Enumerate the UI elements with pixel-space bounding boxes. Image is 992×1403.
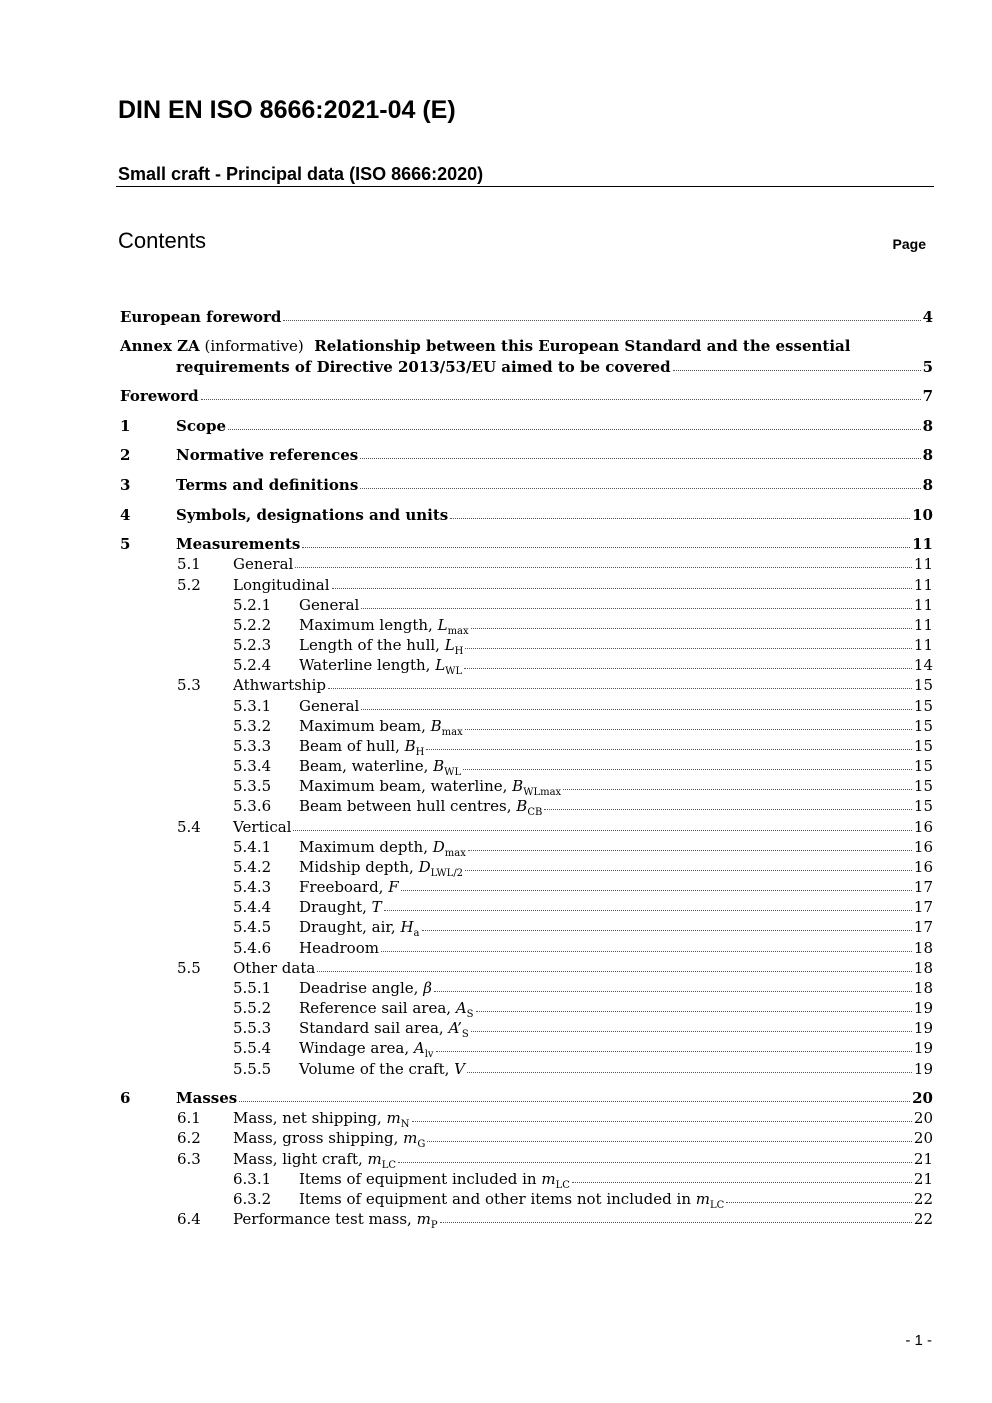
toc-entry-title	[299, 796, 542, 816]
toc-entry[interactable]	[120, 978, 933, 998]
toc-entry-title	[233, 1149, 396, 1169]
toc-dot-leader	[468, 837, 912, 851]
toc-entry-title	[299, 917, 420, 937]
toc-entry-page: 4	[922, 308, 933, 326]
toc-entry[interactable]	[120, 445, 933, 465]
toc-entry-page: 19	[913, 1039, 933, 1057]
toc-entry-title-text: Measurements	[176, 535, 301, 553]
toc-entry-title	[299, 595, 359, 615]
toc-entry[interactable]	[120, 1128, 933, 1148]
toc-entry-number: 6.3.1	[233, 1170, 272, 1188]
toc-entry-symbol-subscript: S	[461, 1029, 469, 1040]
toc-entry-symbol-subscript: CB	[527, 807, 543, 818]
toc-dot-leader	[436, 1038, 912, 1052]
toc-dot-leader	[360, 445, 920, 459]
toc-entry-title-text: Symbols, designations and units	[176, 506, 449, 524]
toc-entry-number: 6.3	[177, 1150, 201, 1168]
toc-entry-page: 16	[913, 858, 933, 876]
toc-entry-title-text: Scope	[176, 417, 227, 435]
toc-entry-annex-za[interactable]	[120, 336, 933, 356]
toc-entry-number: 6	[120, 1089, 131, 1107]
toc-entry-symbol: A	[455, 999, 467, 1017]
toc-entry-page: 15	[913, 717, 933, 735]
toc-entry-title-text: Length of the hull,	[299, 636, 445, 654]
toc-entry-title	[233, 554, 293, 574]
toc-entry-page: 20	[913, 1129, 933, 1147]
toc-entry-title-text: Waterline length,	[299, 656, 436, 674]
toc-entry-title-text: Reference sail area,	[299, 999, 456, 1017]
toc-entry-symbol: F	[388, 878, 399, 896]
toc-entry-symbol: T	[371, 898, 382, 916]
toc-entry-symbol-subscript: G	[417, 1139, 426, 1150]
toc-entry-symbol: D	[432, 838, 445, 856]
toc-entry-title	[233, 575, 330, 595]
toc-entry-symbol-subscript: S	[466, 1009, 474, 1020]
toc-entry[interactable]	[120, 386, 933, 406]
toc-entry-title-text: Freeboard,	[299, 878, 389, 896]
toc-entry-number: 5.4.4	[233, 898, 272, 916]
toc-entry-page: 15	[913, 777, 933, 795]
toc-entry-symbol: B	[516, 797, 528, 815]
toc-entry-page: 16	[913, 838, 933, 856]
toc-entry-title-text: Beam between hull centres,	[299, 797, 517, 815]
toc-entry-number: 5.4.3	[233, 878, 272, 896]
header-rule	[116, 186, 934, 187]
toc-entry-symbol: L	[444, 636, 455, 654]
toc-dot-leader	[426, 736, 912, 750]
toc-entry-page: 18	[913, 939, 933, 957]
toc-entry-number: 6.1	[177, 1109, 201, 1127]
toc-dot-leader	[401, 877, 912, 891]
toc-dot-leader	[465, 716, 912, 730]
toc-entry[interactable]	[120, 307, 933, 327]
toc-entry-number: 5.2.3	[233, 636, 272, 654]
toc-entry[interactable]	[120, 575, 933, 595]
toc-entry-title	[299, 655, 462, 675]
toc-entry-title-text: Beam of hull,	[299, 737, 405, 755]
toc-dot-leader	[283, 307, 920, 321]
toc-entry[interactable]	[120, 1059, 933, 1079]
toc-dot-leader	[201, 386, 921, 400]
toc-dot-leader	[384, 897, 912, 911]
toc-entry-title	[299, 857, 463, 877]
toc-entry-number: 5.2.1	[233, 596, 272, 614]
toc-dot-leader	[412, 1108, 912, 1122]
toc-entry-page: 19	[913, 999, 933, 1017]
toc-entry-page: 11	[912, 535, 933, 553]
toc-entry-title	[299, 877, 399, 897]
toc-entry-symbol: m	[541, 1170, 556, 1188]
toc-entry[interactable]	[120, 817, 933, 837]
toc-entry-number: 4	[120, 506, 131, 524]
toc-entry-symbol-subscript: max	[447, 626, 469, 637]
toc-entry-symbol-subscript: WL	[445, 666, 463, 677]
toc-entry-number: 3	[120, 476, 131, 494]
annex-za-title: Relationship between this European Standard and the essential	[303, 337, 851, 355]
annex-za-qualifier: (informative)	[199, 337, 304, 355]
toc-entry-title-text: Longitudinal	[233, 576, 330, 594]
toc-entry-title	[176, 416, 226, 436]
toc-entry-symbol: H	[400, 918, 414, 936]
toc-entry-title-text: Windage area,	[299, 1039, 414, 1057]
toc-entry-page: 11	[913, 636, 933, 654]
toc-entry-title-text: Items of equipment and other items not included in	[299, 1190, 696, 1208]
toc-entry-number: 5.3.2	[233, 717, 272, 735]
toc-entry[interactable]	[120, 534, 933, 554]
toc-entry-title-text: Draught, air,	[299, 918, 401, 936]
page-number: - 1 -	[905, 1332, 932, 1349]
toc-entry-symbol: A’	[448, 1019, 462, 1037]
toc-entry[interactable]	[120, 796, 933, 816]
toc-dot-leader	[427, 1128, 912, 1142]
toc-entry-title-text: Maximum length,	[299, 616, 438, 634]
toc-dot-leader	[361, 696, 912, 710]
toc-entry-page: 16	[913, 818, 933, 836]
toc-entry-title	[176, 505, 448, 525]
toc-entry-number: 1	[120, 417, 131, 435]
toc-dot-leader	[332, 575, 912, 589]
toc-entry-symbol: B	[404, 737, 416, 755]
document-subtitle: Small craft - Principal data (ISO 8666:2020)	[118, 164, 484, 184]
toc-entry-number: 5.3.6	[233, 797, 272, 815]
toc-entry-symbol-subscript: LC	[709, 1200, 725, 1211]
toc-entry-number: 5.4.1	[233, 838, 272, 856]
toc-entry[interactable]	[120, 595, 933, 615]
toc-entry[interactable]	[120, 1169, 933, 1189]
toc-dot-leader	[239, 1088, 910, 1102]
toc-entry[interactable]	[120, 736, 933, 756]
toc-entry-title	[176, 475, 358, 495]
toc-entry-number: 5.5.1	[233, 979, 272, 997]
toc-entry-title-text: Foreword	[120, 387, 199, 405]
toc-entry[interactable]	[120, 917, 933, 937]
toc-entry-symbol-subscript: LC	[555, 1180, 570, 1191]
toc-entry-page: 5	[922, 358, 933, 376]
toc-entry-title-text: Performance test mass,	[233, 1210, 417, 1228]
toc-dot-leader	[463, 756, 912, 770]
toc-entry-title	[176, 534, 300, 554]
toc-entry-number: 5.5.5	[233, 1060, 272, 1078]
toc-entry-title	[299, 978, 432, 998]
toc-entry-title-text: General	[233, 555, 294, 573]
toc-dot-leader	[228, 416, 921, 430]
toc-entry-number: 5.3	[177, 676, 201, 694]
toc-entry-page: 18	[913, 959, 933, 977]
toc-entry-title-text: Deadrise angle,	[299, 979, 424, 997]
toc-entry[interactable]	[120, 938, 933, 958]
toc-entry-symbol-subscript: max	[441, 727, 463, 738]
toc-entry-symbol: B	[430, 717, 442, 735]
toc-entry-title-text: Maximum depth,	[299, 838, 433, 856]
toc-entry-page: 15	[913, 797, 933, 815]
toc-entry-number: 5.5.2	[233, 999, 272, 1017]
toc-entry-symbol-subscript: WL	[444, 767, 462, 778]
toc-entry-title	[299, 1038, 434, 1058]
toc-entry-symbol: m	[416, 1210, 431, 1228]
toc-entry-symbol-subscript: LWL/2	[430, 868, 464, 879]
toc-entry-page: 8	[922, 476, 933, 494]
toc-entry-title	[233, 817, 291, 837]
toc-entry-symbol-subscript: a	[413, 928, 420, 939]
toc-entry-number: 5.3.3	[233, 737, 272, 755]
toc-entry-symbol: B	[512, 777, 524, 795]
toc-entry-symbol: B	[433, 757, 445, 775]
toc-dot-leader	[302, 534, 910, 548]
toc-dot-leader	[295, 554, 912, 568]
toc-entry-page: 11	[913, 596, 933, 614]
toc-entry-symbol-subscript: lv	[424, 1049, 434, 1060]
toc-dot-leader	[673, 357, 921, 371]
toc-entry-number: 5.2	[177, 576, 201, 594]
toc-entry-title-text: requirements of Directive 2013/53/EU aimed to be covered	[176, 358, 671, 376]
toc-entry-title-text: Volume of the craft,	[299, 1060, 455, 1078]
toc-entry-title	[299, 1189, 724, 1209]
toc-dot-leader	[465, 857, 912, 871]
toc-entry-title-text: Terms and definitions	[176, 476, 359, 494]
toc-entry[interactable]	[120, 635, 933, 655]
toc-dot-leader	[434, 978, 912, 992]
toc-entry-title-text: European foreword	[120, 308, 282, 326]
toc-entry-title	[299, 716, 463, 736]
toc-entry[interactable]	[120, 416, 933, 436]
toc-entry-title-text: Midship depth,	[299, 858, 419, 876]
toc-entry[interactable]	[120, 675, 933, 695]
toc-entry[interactable]	[120, 756, 933, 776]
toc-entry-symbol: V	[454, 1060, 465, 1078]
toc-entry-title-text: Headroom	[299, 939, 379, 957]
toc-entry-number: 5.5.3	[233, 1019, 272, 1037]
toc-entry-page: 11	[913, 576, 933, 594]
toc-entry-page: 17	[913, 878, 933, 896]
toc-entry-title-text: Mass, gross shipping,	[233, 1129, 404, 1147]
toc-entry[interactable]	[120, 615, 933, 635]
toc-entry-title	[299, 756, 461, 776]
toc-dot-leader	[476, 998, 912, 1012]
toc-dot-leader	[572, 1169, 912, 1183]
toc-entry[interactable]	[120, 505, 933, 525]
toc-entry-page: 7	[922, 387, 933, 405]
toc-entry-symbol-subscript: P	[430, 1220, 438, 1231]
toc-entry-page: 22	[913, 1190, 933, 1208]
toc-entry-symbol-subscript: H	[454, 646, 464, 657]
toc-entry[interactable]	[120, 897, 933, 917]
toc-entry-title	[176, 445, 358, 465]
toc-entry-number: 6.2	[177, 1129, 201, 1147]
toc-entry-title	[299, 776, 561, 796]
toc-entry[interactable]	[120, 1038, 933, 1058]
toc-dot-leader	[467, 1059, 912, 1073]
toc-entry-title	[299, 615, 469, 635]
toc-entry-title	[233, 1209, 438, 1229]
toc-entry-page: 21	[913, 1150, 933, 1168]
toc-entry-page: 8	[922, 417, 933, 435]
toc-entry[interactable]	[120, 1108, 933, 1128]
toc-entry-symbol-subscript: LC	[381, 1160, 397, 1171]
toc-entry-page: 11	[913, 555, 933, 573]
toc-entry-page: 17	[913, 898, 933, 916]
toc-entry-title	[176, 1088, 237, 1108]
page-column-label: Page	[892, 236, 926, 252]
toc-entry-title-text: Normative references	[176, 446, 359, 464]
toc-dot-leader	[450, 505, 910, 519]
toc-entry[interactable]	[120, 554, 933, 574]
toc-entry-page: 15	[913, 697, 933, 715]
toc-entry[interactable]	[120, 1149, 933, 1169]
toc-entry-title	[120, 307, 281, 327]
toc-entry[interactable]	[120, 696, 933, 716]
toc-entry-number	[120, 357, 176, 377]
toc-entry-title	[233, 1128, 425, 1148]
toc-entry-page: 15	[913, 737, 933, 755]
toc-entry[interactable]	[120, 776, 933, 796]
toc-dot-leader	[563, 776, 912, 790]
toc-entry-title-text: Masses	[176, 1089, 238, 1107]
toc-entry-page: 22	[913, 1210, 933, 1228]
toc-entry-page: 15	[913, 676, 933, 694]
toc-entry-number: 5.3.5	[233, 777, 272, 795]
toc-entry-title-text: Maximum beam, waterline,	[299, 777, 513, 795]
toc-entry-page: 17	[913, 918, 933, 936]
toc-entry-page: 8	[922, 446, 933, 464]
toc-dot-leader	[398, 1149, 912, 1163]
toc-entry-number: 6.4	[177, 1210, 201, 1228]
toc-entry-symbol: β	[423, 979, 432, 997]
toc-entry-title	[120, 386, 199, 406]
toc-entry-number: 2	[120, 446, 131, 464]
toc-entry-number: 5.5.4	[233, 1039, 272, 1057]
toc-entry-title	[299, 1018, 469, 1038]
toc-entry-number: 5.1	[177, 555, 201, 573]
toc-entry-number: 5	[120, 535, 131, 553]
toc-entry-title-text: General	[299, 596, 360, 614]
toc-dot-leader	[328, 675, 912, 689]
toc-entry-title	[299, 1169, 570, 1189]
toc-entry-title	[299, 998, 474, 1018]
toc-entry-title-text: Items of equipment included in	[299, 1170, 542, 1188]
document-title: DIN EN ISO 8666:2021-04 (E)	[118, 96, 456, 124]
toc-entry-symbol: m	[695, 1190, 710, 1208]
toc-entry[interactable]	[120, 837, 933, 857]
toc-entry-title-text: Maximum beam,	[299, 717, 431, 735]
toc-dot-leader	[440, 1209, 912, 1223]
toc-entry-page: 21	[913, 1170, 933, 1188]
toc-entry-number: 6.3.2	[233, 1190, 272, 1208]
toc-entry-title	[233, 958, 315, 978]
toc-entry-title	[299, 938, 379, 958]
toc-entry-number: 5.2.4	[233, 656, 272, 674]
toc-entry-symbol: L	[437, 616, 448, 634]
toc-entry-page: 15	[913, 757, 933, 775]
toc-entry[interactable]	[120, 857, 933, 877]
toc-entry-title	[299, 736, 424, 756]
toc-entry-title	[299, 696, 359, 716]
toc-entry-symbol-subscript: H	[415, 747, 425, 758]
toc-entry[interactable]	[120, 475, 933, 495]
toc-entry-page: 20	[913, 1109, 933, 1127]
toc-entry-symbol: D	[418, 858, 431, 876]
toc-entry-page: 20	[912, 1089, 933, 1107]
toc-entry[interactable]	[120, 1018, 933, 1038]
toc-entry-number: 5.4.2	[233, 858, 272, 876]
toc-entry-symbol: m	[367, 1150, 382, 1168]
toc-entry-page: 18	[913, 979, 933, 997]
toc-dot-leader	[317, 958, 912, 972]
toc-entry-title-text: Vertical	[233, 818, 292, 836]
toc-entry-symbol: L	[435, 656, 446, 674]
toc-entry-title-text: Draught,	[299, 898, 372, 916]
toc-entry[interactable]	[120, 877, 933, 897]
toc-entry[interactable]	[120, 716, 933, 736]
toc-dot-leader	[360, 475, 920, 489]
toc-entry-number: 5.5	[177, 959, 201, 977]
toc-entry-page: 10	[912, 506, 933, 524]
toc-entry-title-text: Mass, light craft,	[233, 1150, 368, 1168]
toc-entry[interactable]	[120, 357, 933, 377]
toc-entry-page: 11	[913, 616, 933, 634]
toc-entry-number: 5.4.6	[233, 939, 272, 957]
toc-dot-leader	[471, 615, 912, 629]
toc-entry-title-text: Beam, waterline,	[299, 757, 434, 775]
toc-entry[interactable]	[120, 1189, 933, 1209]
toc-entry[interactable]	[120, 958, 933, 978]
contents-heading: Contents	[118, 228, 207, 253]
toc-entry-title	[299, 837, 466, 857]
toc-entry-title	[233, 675, 326, 695]
toc-entry-symbol-subscript: WLmax	[523, 787, 562, 798]
toc-entry-symbol: m	[386, 1109, 401, 1127]
toc-entry-title	[299, 1059, 465, 1079]
toc-entry-page: 19	[913, 1060, 933, 1078]
toc-entry-number: 5.2.2	[233, 616, 272, 634]
toc-entry-number: 5.3.4	[233, 757, 272, 775]
toc-entry[interactable]	[120, 1209, 933, 1229]
toc-entry-title-text: General	[299, 697, 360, 715]
toc-entry-number: 5.3.1	[233, 697, 272, 715]
toc-entry[interactable]	[120, 1088, 933, 1108]
toc-entry-symbol: m	[403, 1129, 418, 1147]
toc-entry-title	[299, 635, 463, 655]
toc-entry-symbol: A	[413, 1039, 425, 1057]
toc-entry-page: 14	[913, 656, 933, 674]
toc-entry-number: 5.4	[177, 818, 201, 836]
toc-entry[interactable]	[120, 998, 933, 1018]
toc-entry-title	[176, 357, 671, 377]
toc-dot-leader	[471, 1018, 912, 1032]
toc-dot-leader	[544, 796, 912, 810]
toc-dot-leader	[465, 635, 912, 649]
toc-entry-number: 5.4.5	[233, 918, 272, 936]
toc-entry-title	[299, 897, 382, 917]
toc-entry-symbol-subscript: max	[444, 848, 466, 859]
toc-dot-leader	[726, 1189, 912, 1203]
toc-dot-leader	[293, 817, 911, 831]
toc-entry-page: 19	[913, 1019, 933, 1037]
toc-dot-leader	[361, 595, 912, 609]
toc-entry-symbol-subscript: N	[400, 1119, 410, 1130]
toc-entry-title	[233, 1108, 410, 1128]
toc-dot-leader	[422, 917, 912, 931]
toc-dot-leader	[464, 655, 912, 669]
toc-entry-title-text: Mass, net shipping,	[233, 1109, 387, 1127]
toc-entry[interactable]	[120, 655, 933, 675]
annex-za-prefix: Annex ZA	[120, 337, 200, 355]
toc-entry-title-text: Athwartship	[233, 676, 326, 694]
toc-dot-leader	[381, 938, 912, 952]
toc-entry-title-text: Other data	[233, 959, 316, 977]
toc-entry-title-text: Standard sail area,	[299, 1019, 449, 1037]
